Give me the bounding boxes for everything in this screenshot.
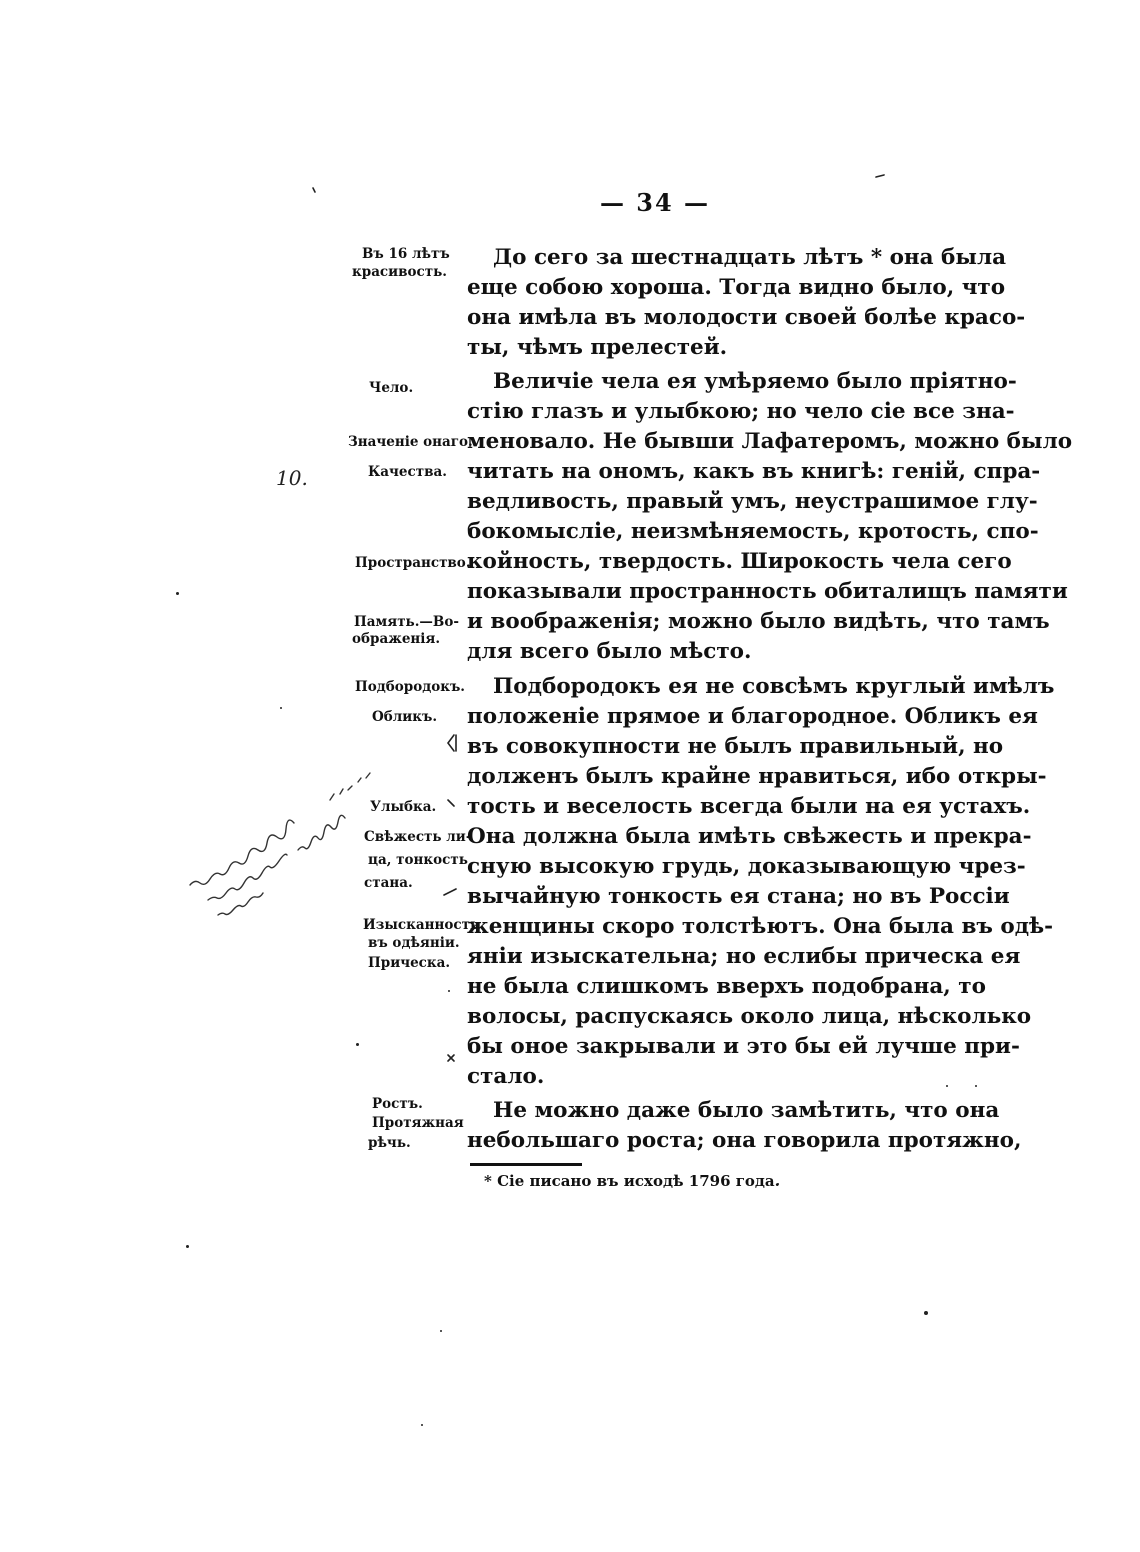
margin-note: въ одѣяніи. — [368, 935, 460, 951]
text-line: Не можно даже было замѣтить, что она — [493, 1098, 1000, 1123]
margin-note: Значеніе онаго. — [348, 434, 473, 450]
text-line: сную высокую грудь, доказывающую чрез- — [467, 854, 1026, 879]
text-line: стію глазъ и улыбкою; но чело сіе все зна- — [467, 399, 1015, 424]
text-line: женщины скоро толстѣютъ. Она была въ одѣ- — [467, 914, 1054, 939]
margin-note: Пространство. — [355, 555, 471, 571]
margin-note: Качества. — [368, 464, 447, 480]
margin-note: Подбородокъ. — [355, 679, 466, 695]
text-line: не была слишкомъ вверхъ подобрана, то — [467, 974, 986, 999]
text-line: койность, твердость. Широкость чела сего — [467, 549, 1012, 574]
margin-note: Въ 16 лѣтъ — [362, 246, 450, 262]
text-line: До сего за шестнадцать лѣтъ * она была — [493, 245, 1007, 270]
text-line: показывали пространность обиталищъ памяти — [467, 579, 1068, 604]
text-line: Величіе чела ея умѣряемо было пріятно- — [493, 369, 1017, 394]
footnote-rule — [470, 1163, 582, 1166]
text-line: стало. — [467, 1064, 545, 1089]
margin-note: Обликъ. — [372, 709, 438, 725]
text-line: бокомысліе, неизмѣняемость, кротость, спо- — [467, 519, 1039, 544]
text-line: волосы, распускаясь около лица, нѣсколько — [467, 1004, 1032, 1029]
margin-note: Ростъ. — [372, 1096, 423, 1112]
margin-note: стана. — [364, 875, 413, 891]
text-line: небольшаго роста; она говорила протяжно, — [467, 1128, 1022, 1153]
text-line: читать на ономъ, какъ въ книгѣ: геній, спра- — [467, 459, 1041, 484]
text-line: Она должна была имѣть свѣжесть и прекра- — [467, 824, 1032, 849]
margin-note: Прическа. — [368, 955, 451, 971]
text-line: долженъ былъ крайне нравиться, ибо откры- — [467, 764, 1047, 789]
text-line: Подбородокъ ея не совсѣмъ круглый имѣлъ — [493, 674, 1055, 699]
text-line: ведливость, правый умъ, неустрашимое глу- — [467, 489, 1038, 514]
footnote: * Сіе писано въ исходѣ 1796 года. — [484, 1172, 780, 1190]
margin-note: Свѣжесть ли- — [364, 829, 472, 845]
margin-note: Улыбка. — [370, 799, 437, 815]
text-line: въ совокупности не былъ правильный, но — [467, 734, 1004, 759]
text-line: меновало. Не бывши Лафатеромъ, можно было — [467, 429, 1073, 454]
text-line: вычайную тонкость ея стана; но въ Россіи — [467, 884, 1010, 909]
margin-note: Протяжная — [372, 1115, 464, 1131]
margin-note: ображенія. — [352, 631, 441, 647]
text-line: бы оное закрывали и это бы ей лучше при- — [467, 1034, 1020, 1059]
margin-note: красивость. — [352, 264, 448, 280]
handwritten-number: 10. — [276, 466, 308, 490]
text-line: и воображенія; можно было видѣть, что тамъ — [467, 609, 1050, 634]
text-line: для всего было мѣсто. — [467, 639, 752, 664]
text-line: еще собою хороша. Тогда видно было, что — [467, 275, 1006, 300]
margin-note: ца, тонкость — [368, 852, 468, 868]
margin-note: Изысканность — [363, 917, 480, 933]
text-line: яніи изыскательна; но еслибы прическа ея — [467, 944, 1021, 969]
text-line: она имѣла въ молодости своей болѣе красо- — [467, 305, 1026, 330]
text-line: положеніе прямое и благородное. Обликъ ея — [467, 704, 1038, 729]
margin-note: Память.—Во- — [354, 614, 459, 630]
margin-note: рѣчь. — [368, 1135, 411, 1151]
text-line: ты, чѣмъ прелестей. — [467, 335, 728, 360]
page-number: — 34 — — [599, 188, 711, 217]
text-line: тость и веселость всегда были на ея устахъ. — [467, 794, 1031, 819]
margin-note: Чело. — [369, 380, 414, 396]
